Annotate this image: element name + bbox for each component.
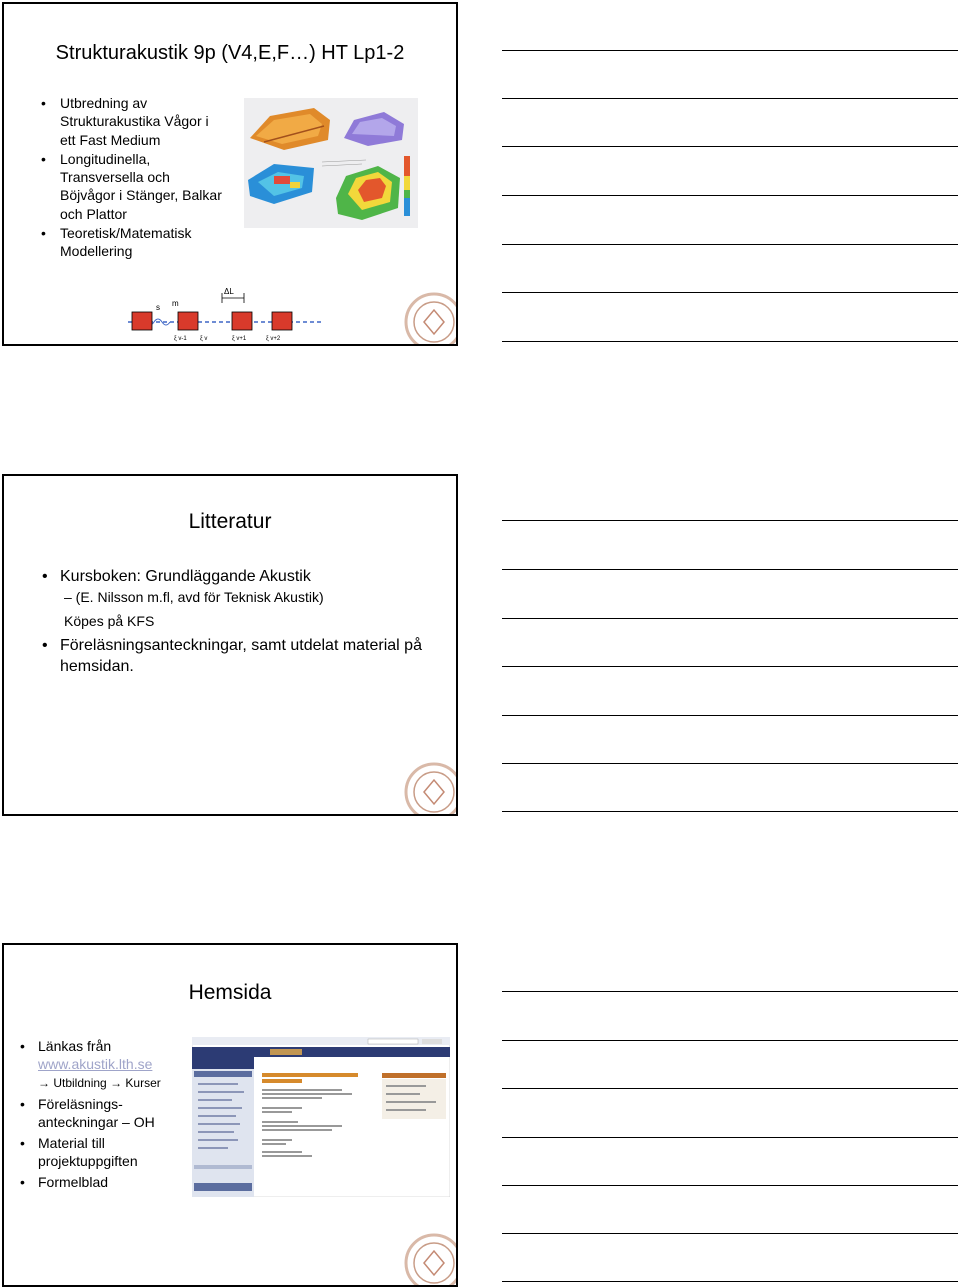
- bullet-list: [42, 566, 442, 587]
- mass-spring-diagram: [128, 284, 328, 344]
- bullet-item: [20, 1037, 200, 1092]
- note: Köpes på KFS: [64, 613, 155, 629]
- bullet-item: • Teoretisk/Matematisk Modellering: [42, 224, 222, 261]
- bullet-item: • Formelblad: [20, 1173, 200, 1191]
- note-line: [502, 520, 958, 521]
- car-fem-image: [244, 98, 418, 228]
- bullet-list: [42, 635, 442, 677]
- note-line: [502, 715, 958, 716]
- note-line: [502, 1137, 958, 1138]
- xi-label: ξ v+1: [232, 336, 247, 342]
- path-part: Utbildning: [53, 1076, 107, 1090]
- note-line: [502, 666, 958, 667]
- note-line: [502, 50, 958, 51]
- sub-item: – (E. Nilsson m.fl, avd för Teknisk Akustik): [64, 589, 324, 605]
- xi-label: ξ v+2: [266, 336, 281, 342]
- slide-title: Litteratur: [188, 510, 272, 533]
- bullet-item: • Utbredning av Strukturakustika Vågor i ett Fast Medium: [42, 94, 222, 149]
- bullet-list: [42, 94, 222, 262]
- slide-2: [2, 474, 458, 816]
- note-line: [502, 244, 958, 245]
- note-line: [502, 991, 958, 992]
- note-line: [502, 1233, 958, 1234]
- slide-title: Strukturakustik 9p (V4,E,F…) HT Lp1-2: [55, 42, 405, 64]
- path-part: Kurser: [125, 1076, 161, 1090]
- note-line: [502, 569, 958, 570]
- akustik-link[interactable]: www.akustik.lth.se: [38, 1056, 153, 1072]
- note-line: [502, 146, 958, 147]
- lund-university-seal: [404, 762, 458, 816]
- link-prefix: Länkas från: [38, 1038, 112, 1054]
- note-line: [502, 195, 958, 196]
- note-line: [502, 292, 958, 293]
- note-line: [502, 811, 958, 812]
- bullet-list: [20, 1037, 200, 1194]
- note-line: [502, 98, 958, 99]
- spring-label: s: [156, 303, 160, 312]
- bullet-item: • Kursboken: Grundläggande Akustik: [42, 566, 442, 587]
- delta-label: ΔL: [224, 287, 234, 296]
- lund-university-seal: [404, 292, 458, 346]
- mass-label: m: [172, 299, 179, 308]
- slide-3: [2, 943, 458, 1287]
- slide-1: [2, 2, 458, 346]
- note-line: [502, 763, 958, 764]
- arrow-icon: →: [38, 1076, 50, 1090]
- bullet-item: • Longitudinella, Transversella och Böjvågor i Stänger, Balkar och Plattor: [42, 150, 222, 223]
- arrow-icon: →: [110, 1076, 123, 1090]
- xi-label: ξ v-1: [174, 336, 187, 342]
- bullet-item: • Föreläsnings-anteckningar – OH: [20, 1095, 200, 1131]
- note-line: [502, 1185, 958, 1186]
- note-line: [502, 341, 958, 342]
- bullet-item: • Föreläsningsanteckningar, samt utdelat material på hemsidan.: [42, 635, 442, 677]
- slide-title: Hemsida: [188, 981, 272, 1004]
- nav-path: [38, 1076, 161, 1090]
- note-line: [502, 1281, 958, 1282]
- note-line: [502, 1088, 958, 1089]
- note-line: [502, 618, 958, 619]
- lund-university-seal: [404, 1233, 458, 1287]
- note-line: [502, 1040, 958, 1041]
- bullet-item: • Material till projektuppgiften: [20, 1134, 200, 1170]
- website-screenshot: [192, 1037, 450, 1197]
- xi-label: ξ v: [200, 336, 208, 342]
